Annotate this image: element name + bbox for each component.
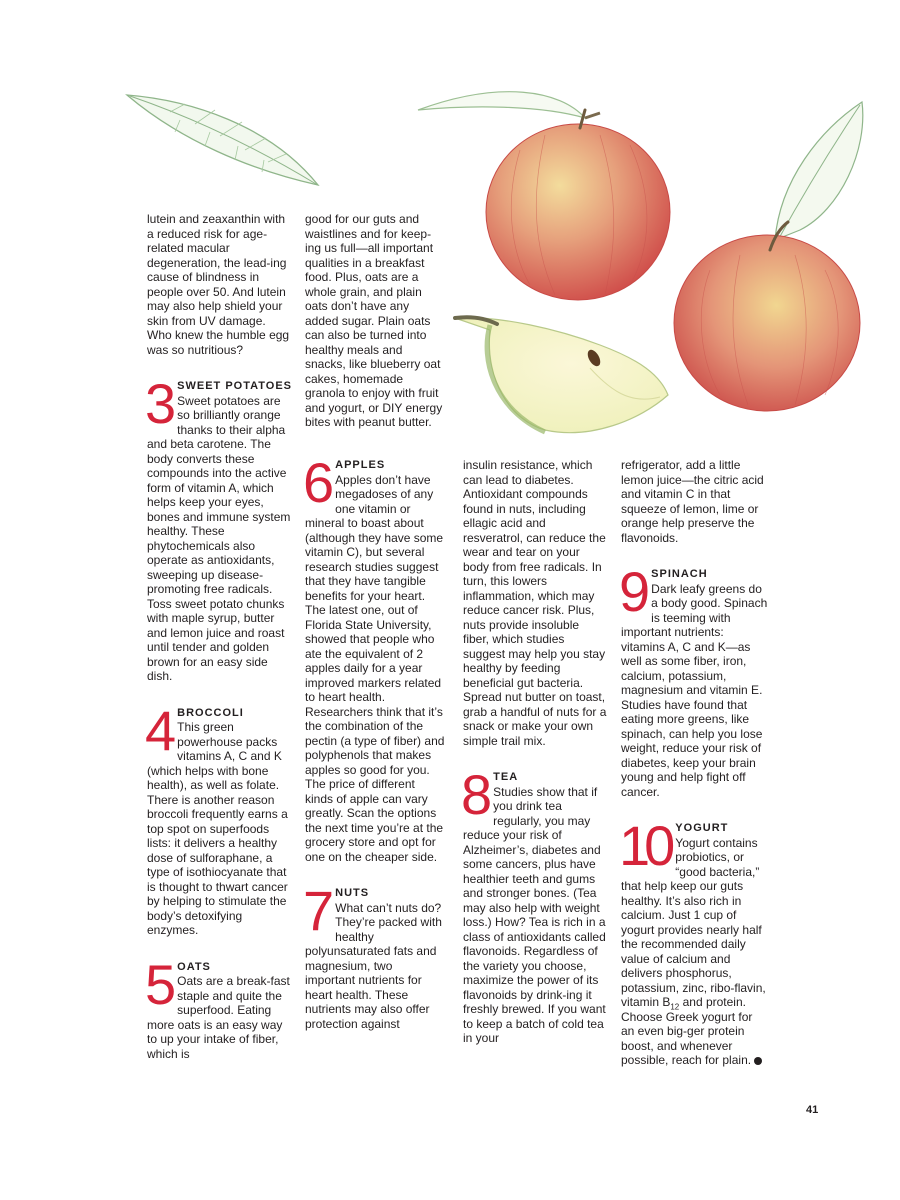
section-number: 8 <box>461 763 491 826</box>
section-heading: SPINACH <box>651 568 708 580</box>
section-text: What can’t nuts do? They’re packed with healthy polyunsaturated fats and magnesium, two important nutrients for heart health. These nutrients may also offer protection against <box>305 900 442 1031</box>
section-tea <box>461 763 608 1046</box>
end-mark-icon <box>754 1057 762 1065</box>
tea-continued-paragraph: refrigerator, add a little lemon juice—the citric acid and vitamin C in that squeeze of lemon, lime or orange help preserve the flavonoids. <box>621 458 764 545</box>
section-heading: OATS <box>177 960 211 973</box>
leaf-illustration <box>127 95 318 185</box>
section-heading: BROCCOLI <box>177 706 244 719</box>
section-text: Oats are a break-fast staple and quite the superfood. Eating more oats is an easy way to up your intake of fiber, which is <box>147 974 290 1061</box>
section-number: 6 <box>303 451 333 514</box>
section-number: 5 <box>145 952 175 1016</box>
section-text-end: and protein. Choose Greek yogurt for an even big-ger protein boost, and whenever possible, reach for plain. <box>621 995 753 1067</box>
section-spinach <box>619 560 769 799</box>
section-text: Studies show that if you drink tea regularly, you may reduce your risk of Alzheimer’s, diabetes and some cancers, plus have healthier teeth and gums and stronger bones. (Tea may also help with weight loss.) How? Tea is rich in a class of antioxidants called flavonoids. Regardless of the variety you choose, maximize the power of its flavonoids by drink-ing it freshly brewed. If you want to keep a batch of cold tea in your <box>463 784 606 1045</box>
section-number: 7 <box>303 879 333 942</box>
section-broccoli <box>145 698 293 938</box>
section-heading: NUTS <box>335 887 370 899</box>
page-number: 41 <box>806 1104 819 1116</box>
apple-slice-illustration <box>455 317 668 432</box>
column-1 <box>147 212 293 1061</box>
section-number: 10 <box>619 814 670 877</box>
nuts-continued-paragraph: insulin resistance, which can lead to diabetes. Antioxidant compounds found in nuts, including ellagic acid and resveratrol, can reduce the wear and tear on your body from free radicals. In turn, this lowers inflammation, which may reduce cancer risk. Plus, nuts provide insoluble fiber, which studies suggest may help you stay healthy by feeding beneficial gut bacteria. Spread nut butter on toast, grab a handful of nuts for a snack or make your own simple trail mix. <box>463 458 607 748</box>
section-number: 3 <box>145 372 175 435</box>
section-sweet-potatoes <box>145 372 293 684</box>
apple-illustration-large <box>418 92 670 300</box>
column-2 <box>305 212 445 430</box>
subscript-12: 12 <box>670 1002 680 1012</box>
column-4 <box>463 458 608 1046</box>
section-yogurt <box>619 814 769 1068</box>
section-apples <box>303 451 445 864</box>
section-text: Apples don’t have megadoses of any one vitamin or mineral to boast about (although they have some vitamin C), but several research studies suggest that they have tangible benefits for your heart. The latest one, out of Florida State University, showed that people who ate the equivalent of 2 apples daily for a year improved markers related to heart health. Researchers think that it’s the combination of the pectin (a type of fiber) and polyphenols that makes apples so good for you. The price of different kinds of apple can vary greatly. Scan the options the next time you’re at the grocery store and opt for one on the cheaper side. <box>305 472 445 864</box>
oats-continued-paragraph: good for our guts and waistlines and for keep-ing us full—all important qualities in a breakfast food. Plus, oats are a whole grain, and plain oats don’t have any added sugar. Plain oats can also be turned into healthy meals and snacks, like blueberry oat cakes, homemade granola to enjoy with fruit and yogurt, or DIY energy bites with peanut butter. <box>305 212 443 429</box>
section-heading: APPLES <box>335 459 386 471</box>
intro-paragraph: lutein and zeaxanthin with a reduced risk for age-related macular degeneration, the lead-ing cause of blindness in people over 50. And lutein may also help shield your skin from UV damage. Who knew the humble egg was so nutritious? <box>147 212 290 357</box>
section-text: Dark leafy greens do a body good. Spinach is teeming with important nutrients: vitamins A, C and K—as well as some fiber, iron, calcium, potassium, magnesium and vitamin E. Studies have found that eating more greens, like spinach, can help you lose weight, reduce your risk of diabetes, keep your brain young and help fight off cancer. <box>621 581 768 799</box>
section-nuts <box>303 879 445 1031</box>
section-text: Yogurt contains probiotics, or “good bacteria,” that help keep our guts healthy. It’s also rich in calcium. Just 1 cup of yogurt provides nearly half the recommended daily value of calcium and delivers phosphorus, potassium, zinc, ribo-flavin, vitamin B <box>621 835 766 1009</box>
column-5 <box>621 458 769 1068</box>
section-heading: TEA <box>493 771 519 783</box>
section-heading: YOGURT <box>675 822 729 834</box>
column-3 <box>303 451 445 1031</box>
section-oats <box>145 952 293 1062</box>
section-heading: SWEET POTATOES <box>177 380 292 392</box>
section-number: 4 <box>145 698 175 762</box>
apple-illustration-right <box>674 102 863 411</box>
section-text: Sweet potatoes are so brilliantly orange thanks to their alpha and beta carotene. The body converts these compounds into the active form of vitamin A, which helps keep your eyes, bones and immune system healthy. These phytochemicals also operate as antioxidants, sweeping up disease-promoting free radicals. Toss sweet potato chunks with maple syrup, butter and lemon juice and roast until tender and golden brown for an easy side dish. <box>147 393 291 683</box>
section-number: 9 <box>619 560 649 623</box>
section-text: This green powerhouse packs vitamins A, C and K (which helps with bone health), as well as folate. There is another reason broccoli frequently earns a top spot on superfoods lists: it delivers a healthy dose of sulforaphane, a type of isothiocyanate that is thought to thwart cancer by helping to stimulate the body’s detoxifying enzymes. <box>147 720 288 937</box>
